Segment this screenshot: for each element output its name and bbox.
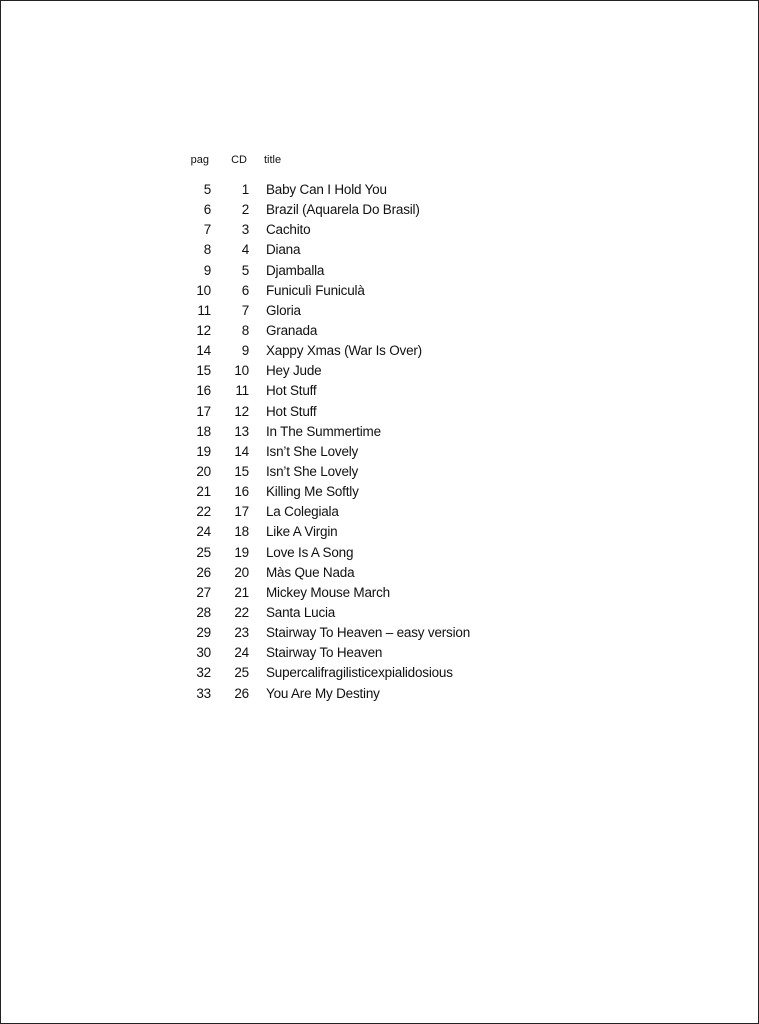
page-number: 22 <box>196 504 211 520</box>
page-number: 11 <box>197 302 211 318</box>
page-number: 19 <box>196 443 211 459</box>
song-title: Djamballa <box>266 262 325 278</box>
cd-track-number: 15 <box>234 463 249 479</box>
cd-track-number: 22 <box>234 604 249 620</box>
cd-track-number: 19 <box>234 544 249 560</box>
page-number: 30 <box>196 645 211 661</box>
page-number: 26 <box>196 564 211 580</box>
cd-track-number: 8 <box>241 322 249 338</box>
page-number: 21 <box>196 484 211 500</box>
cd-track-number: 23 <box>234 625 249 641</box>
song-title: Mickey Mouse March <box>266 584 390 600</box>
toc-row <box>179 301 470 321</box>
song-title: Santa Lucia <box>266 604 336 620</box>
toc-row <box>179 422 470 442</box>
cd-track-number: 1 <box>241 182 249 197</box>
toc-row <box>179 462 470 482</box>
song-title: Granada <box>266 322 318 338</box>
song-title: Isn’t She Lovely <box>266 443 359 459</box>
song-title: Cachito <box>266 222 311 238</box>
song-title: Xappy Xmas (War Is Over) <box>266 343 422 359</box>
toc-row <box>179 402 470 422</box>
page-number: 24 <box>196 524 211 540</box>
page-number: 12 <box>196 322 211 338</box>
song-title: Stairway To Heaven <box>266 645 383 661</box>
toc-row <box>179 281 470 301</box>
toc-row <box>179 482 470 502</box>
song-title: Màs Que Nada <box>266 564 355 580</box>
toc-row <box>179 261 470 281</box>
song-title: Isn’t She Lovely <box>266 463 359 479</box>
song-title: Gloria <box>266 302 301 318</box>
page-number: 25 <box>196 544 211 560</box>
page-number: 18 <box>196 423 211 439</box>
toc-row <box>179 522 470 542</box>
song-title: Brazil (Aquarela Do Brasil) <box>266 202 420 218</box>
song-title: Killing Me Softly <box>266 484 359 500</box>
toc-row <box>179 603 470 623</box>
toc-row <box>179 543 470 563</box>
toc-row <box>179 321 470 341</box>
header-page: pag <box>190 154 209 166</box>
cd-track-number: 6 <box>241 282 249 298</box>
toc-row <box>179 563 470 583</box>
cd-track-number: 21 <box>234 584 249 600</box>
cd-track-number: 16 <box>234 484 249 500</box>
toc-rows <box>179 180 470 704</box>
toc-row <box>179 684 470 704</box>
toc-row <box>179 442 470 462</box>
song-title: Funiculì Funiculà <box>266 282 365 298</box>
cd-track-number: 14 <box>234 443 249 459</box>
page-number: 9 <box>203 262 211 278</box>
cd-track-number: 10 <box>234 363 249 379</box>
cd-track-number: 25 <box>234 665 249 681</box>
toc-row <box>179 240 470 260</box>
cd-track-number: 13 <box>234 423 249 439</box>
header-title: title <box>264 154 282 166</box>
toc-row <box>179 381 470 401</box>
song-title: La Colegiala <box>266 504 339 520</box>
song-title: Hot Stuff <box>266 383 317 399</box>
cd-track-number: 17 <box>234 504 249 520</box>
song-title: Love Is A Song <box>266 544 354 560</box>
cd-track-number: 7 <box>241 302 249 318</box>
toc-row <box>179 180 470 200</box>
header-cd: CD <box>231 154 247 166</box>
page-number: 29 <box>196 625 211 641</box>
table-of-contents <box>179 151 470 704</box>
page-number: 28 <box>196 604 211 620</box>
cd-track-number: 11 <box>235 383 249 399</box>
song-title: Baby Can I Hold You <box>266 182 387 197</box>
toc-row <box>179 643 470 663</box>
page-number: 14 <box>196 343 211 359</box>
page-number: 27 <box>196 584 211 600</box>
page-number: 16 <box>196 383 211 399</box>
page-number: 32 <box>196 665 211 681</box>
toc-row <box>179 623 470 643</box>
page-number: 17 <box>196 403 211 419</box>
page-number: 5 <box>203 182 211 197</box>
song-title: Hey Jude <box>266 363 322 379</box>
cd-track-number: 24 <box>234 645 249 661</box>
song-title: Diana <box>266 242 301 258</box>
toc-row <box>179 220 470 240</box>
page-number: 10 <box>196 282 211 298</box>
toc-header-row <box>179 151 470 169</box>
cd-track-number: 3 <box>241 222 249 238</box>
page-number: 8 <box>203 242 211 258</box>
page-number: 20 <box>196 463 211 479</box>
cd-track-number: 4 <box>241 242 249 258</box>
toc-row <box>179 361 470 381</box>
cd-track-number: 18 <box>234 524 249 540</box>
toc-row <box>179 583 470 603</box>
page-number: 7 <box>203 222 211 238</box>
page-number: 33 <box>196 685 211 701</box>
cd-track-number: 20 <box>234 564 249 580</box>
page-number: 15 <box>196 363 211 379</box>
cd-track-number: 12 <box>234 403 249 419</box>
song-title: Like A Virgin <box>266 524 338 540</box>
toc-row <box>179 341 470 361</box>
song-title: You Are My Destiny <box>266 685 380 701</box>
song-title: Stairway To Heaven – easy version <box>266 625 471 641</box>
cd-track-number: 5 <box>241 262 249 278</box>
cd-track-number: 9 <box>241 343 249 359</box>
song-title: In The Summertime <box>266 423 381 439</box>
toc-row <box>179 200 470 220</box>
song-title: Hot Stuff <box>266 403 317 419</box>
song-title: Supercalifragilisticexpialidosious <box>266 665 453 681</box>
toc-row <box>179 502 470 522</box>
page-number: 6 <box>203 202 211 218</box>
cd-track-number: 26 <box>234 685 249 701</box>
toc-row <box>179 663 470 683</box>
cd-track-number: 2 <box>241 202 249 218</box>
